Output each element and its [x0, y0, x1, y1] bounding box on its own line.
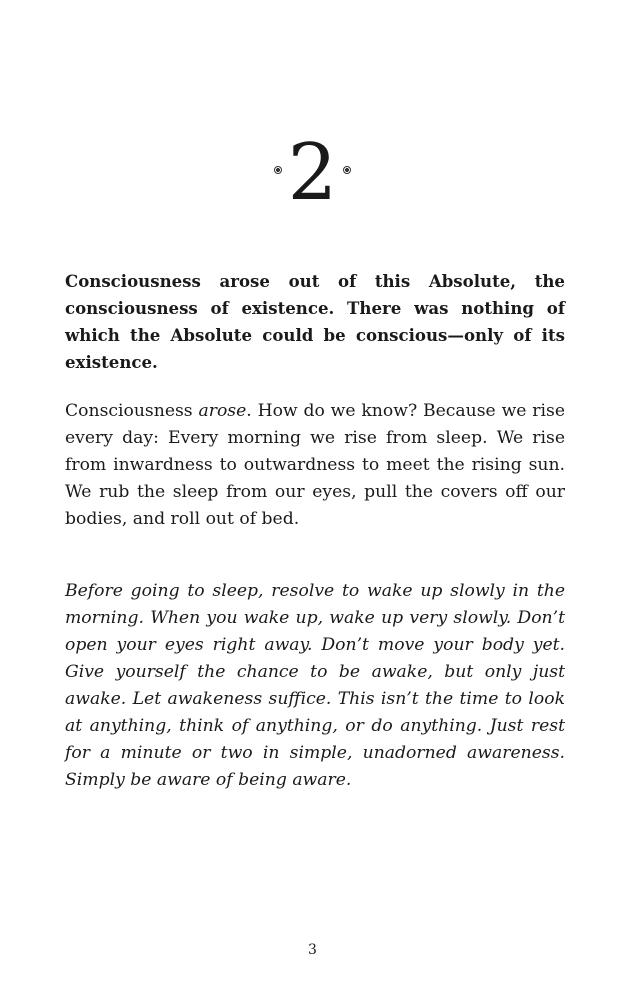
flower-ornament-icon	[343, 166, 351, 174]
exercise-paragraph: Before going to sleep, resolve to wake up slowly in the morning. When you wake up, wake up very slowly. Don’t open your eyes right away. Don’t move your body yet. Give yourself the chance to be awake, but only just awake. Let awakeness suffice. This isn’t the time to look at anything, think of anything, or do anything. Just rest for a minute or two in simple, unadorned awareness. Simply be aware of being aware.	[65, 581, 565, 790]
body-text-start: Consciousness	[65, 401, 199, 421]
page-number: 3	[308, 942, 317, 958]
chapter-number: 2	[287, 128, 338, 218]
body-emphasis: arose	[198, 401, 247, 421]
lead-paragraph: Consciousness arose out of this Absolute, the consciousness of existence. There was nothing of which the Absolute could be conscious—only of its existence.	[65, 271, 565, 372]
body-text-rest: . How do we know? Because we rise every day: Every morning we rise from sleep. We rise from inwardness to outwardness to meet the rising sun. We rub the sleep from our eyes, pull the covers off our bodies, and roll out of bed.	[65, 401, 565, 529]
chapter-heading	[0, 128, 625, 218]
flower-ornament-icon	[274, 166, 282, 174]
body-paragraph	[65, 398, 565, 533]
